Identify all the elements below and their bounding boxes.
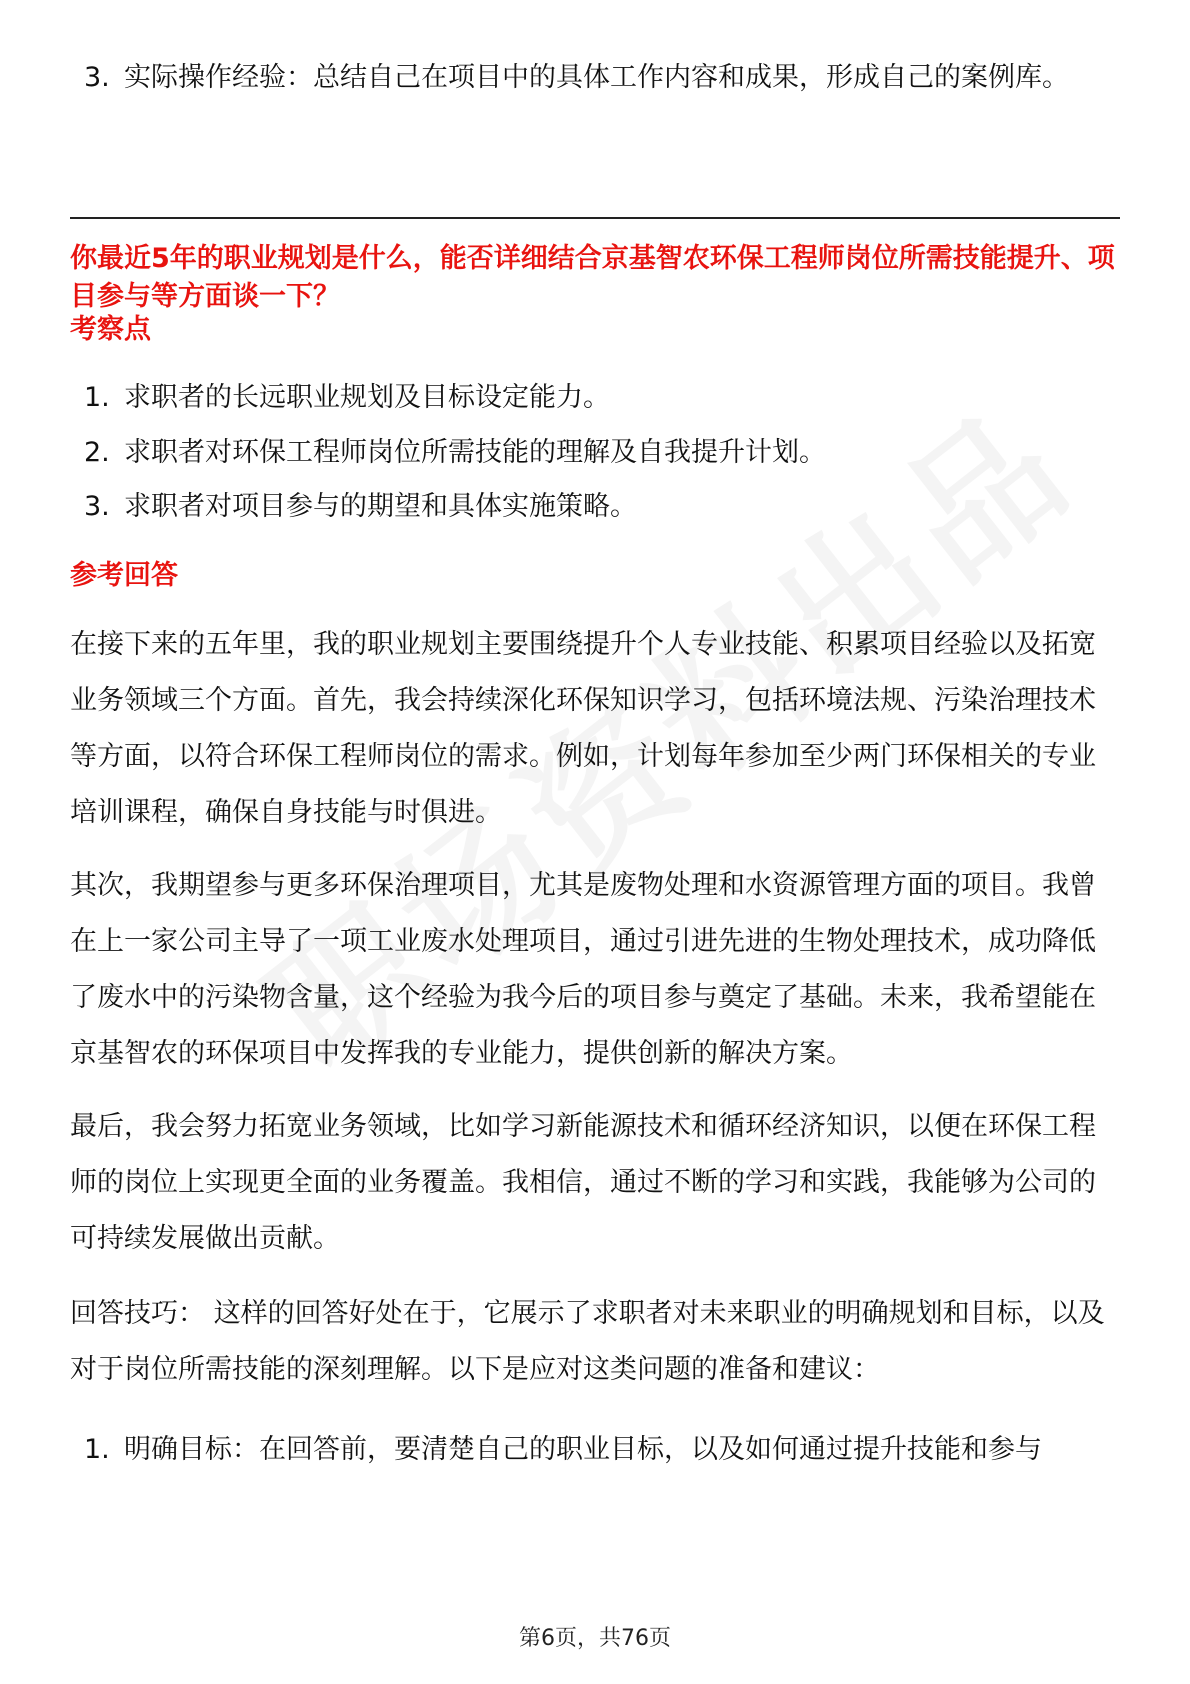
exam-point-item xyxy=(70,479,1100,535)
reference-answer-heading: 参考回答 xyxy=(70,560,178,591)
list-text: 明确目标：在回答前，要清楚自己的职业目标，以及如何通过提升技能和参与 xyxy=(124,1434,1042,1465)
page-number: 第6页，共76页 xyxy=(519,1626,671,1651)
answer-tips-paragraph: 回答技巧： 这样的回答好处在于，它展示了求职者对未来职业的明确规划和目标，以及对于岗位所需技能的深刻理解。以下是应对这类问题的准备和建议： xyxy=(70,1298,1105,1385)
list-text: 求职者的长远职业规划及目标设定能力。 xyxy=(124,382,610,413)
list-number: 3. xyxy=(84,491,110,522)
exam-point-item xyxy=(70,370,1100,426)
list-item xyxy=(70,50,1100,106)
section-divider xyxy=(70,217,1120,219)
list-number: 1. xyxy=(84,382,110,413)
list-text: 实际操作经验：总结自己在项目中的具体工作内容和成果，形成自己的案例库。 xyxy=(124,62,1069,93)
exam-point-item xyxy=(70,425,1100,481)
list-text: 求职者对项目参与的期望和具体实施策略。 xyxy=(124,491,637,522)
list-number: 2. xyxy=(84,437,110,468)
exam-points-heading: 考察点 xyxy=(70,314,151,345)
answer-paragraph: 最后，我会努力拓宽业务领域，比如学习新能源技术和循环经济知识，以便在环保工程师的岗位上实现更全面的业务覆盖。我相信，通过不断的学习和实践，我能够为公司的可持续发展做出贡献。 xyxy=(70,1111,1096,1254)
list-number: 3. xyxy=(84,62,110,93)
list-text: 求职者对环保工程师岗位所需技能的理解及自我提升计划。 xyxy=(124,437,826,468)
list-number: 1. xyxy=(84,1434,110,1465)
question-title: 你最近5年的职业规划是什么，能否详细结合京基智农环保工程师岗位所需技能提升、项目参与等方面谈一下？ xyxy=(70,243,1115,312)
tip-item xyxy=(70,1422,1100,1478)
answer-paragraph: 其次，我期望参与更多环保治理项目，尤其是废物处理和水资源管理方面的项目。我曾在上一家公司主导了一项工业废水处理项目，通过引进先进的生物处理技术，成功降低了废水中的污染物含量，这个经验为我今后的项目参与奠定了基础。未来，我希望能在京基智农的环保项目中发挥我的专业能力，提供创新的解决方案。 xyxy=(70,870,1096,1069)
answer-paragraph: 在接下来的五年里，我的职业规划主要围绕提升个人专业技能、积累项目经验以及拓宽业务领域三个方面。首先，我会持续深化环保知识学习，包括环境法规、污染治理技术等方面，以符合环保工程师岗位的需求。例如，计划每年参加至少两门环保相关的专业培训课程，确保自身技能与时俱进。 xyxy=(70,629,1096,828)
